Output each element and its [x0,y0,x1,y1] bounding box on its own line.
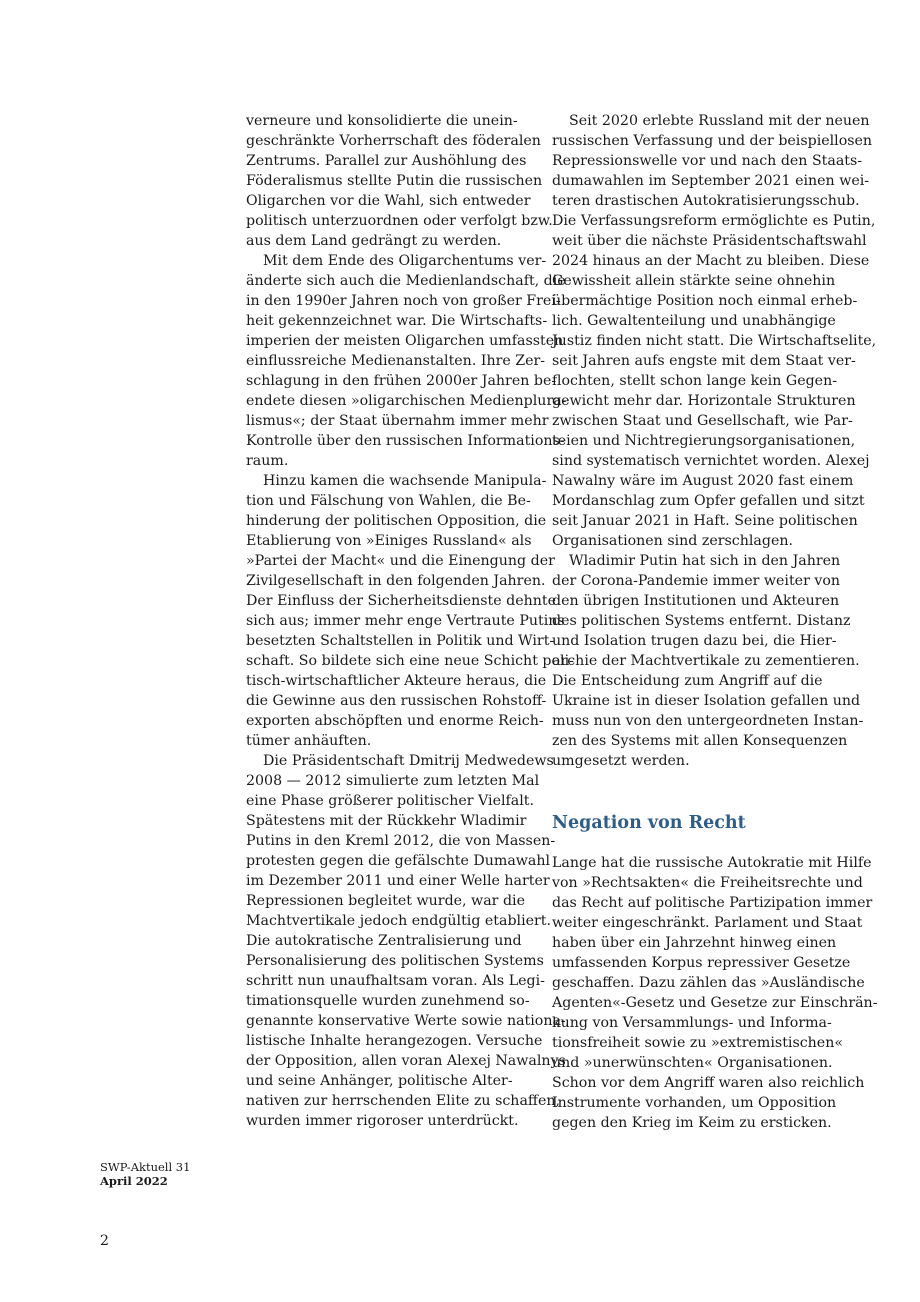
text-line: Die Verfassungsreform ermöglichte es Putin, [552,213,876,229]
text-line: tionsfreiheit sowie zu »extremistischen« [552,1035,844,1051]
text-line: Repressionswelle vor und nach den Staats- [552,153,863,169]
text-line: imperien der meisten Oligarchen umfassten [246,333,564,349]
text-line: den übrigen Institutionen und Akteuren [552,593,840,609]
text-line: seit Jahren aufs engste mit dem Staat ver- [552,353,856,369]
text-line: 2008 — 2012 simulierte zum letzten Mal [246,773,540,789]
text-line: tisch-wirtschaftlicher Akteure heraus, die [246,673,547,689]
text-line: Justiz finden nicht statt. Die Wirtschaftselite, [552,333,877,349]
text-line: Die autokratische Zentralisierung und [246,933,522,949]
text-line: sind systematisch vernichtet worden. Alexej [552,453,870,469]
text-line: der Opposition, allen voran Alexej Nawalnys [246,1053,566,1069]
text-line: Kontrolle über den russischen Informations- [246,433,565,449]
text-line: von »Rechtsakten« die Freiheitsrechte und [552,875,863,891]
text-line: protesten gegen die gefälschte Dumawahl [246,853,551,869]
text-line: Spätestens mit der Rückkehr Wladimir [246,813,527,829]
text-line: nativen zur herrschenden Elite zu schaffen, [246,1093,561,1109]
paragraph [552,853,878,1133]
text-line: wurden immer rigoroser unterdrückt. [246,1113,519,1129]
text-line: archie der Machtvertikale zu zementieren. [552,653,860,669]
text-line: übermächtige Position noch einmal erheb- [552,293,858,309]
paragraph [246,251,567,471]
page-number: 2 [100,1233,109,1249]
text-line: Nawalny wäre im August 2020 fast einem [552,473,854,489]
text-line: einflussreiche Medienanstalten. Ihre Zer- [246,353,546,369]
text-line: hinderung der politischen Opposition, die [246,513,547,529]
text-line: umgesetzt werden. [552,753,690,769]
text-line: 2024 hinaus an der Macht zu bleiben. Diese [552,253,870,269]
text-line: schritt nun unaufhaltsam voran. Als Legi- [246,973,545,989]
text-line: aus dem Land gedrängt zu werden. [246,233,502,249]
text-line: Machtvertikale jedoch endgültig etabliert. [246,913,552,929]
text-line: verneure und konsolidierte die unein- [246,113,518,129]
text-line: Föderalismus stellte Putin die russischen [246,173,543,189]
text-line: im Dezember 2011 und einer Welle harter [246,873,550,889]
paragraph [246,111,553,251]
text-line: weiter eingeschränkt. Parlament und Staat [552,915,863,931]
text-line: eine Phase größerer politischer Vielfalt. [246,793,534,809]
text-line: Wladimir Putin hat sich in den Jahren [569,553,841,569]
left-text-column [246,111,574,1131]
text-line: dumawahlen im September 2021 einen wei- [552,173,870,189]
text-line: des politischen Systems entfernt. Distanz [552,613,851,629]
text-line: teien und Nichtregierungsorganisationen, [552,433,856,449]
text-line: Mordanschlag zum Opfer gefallen und sitzt [552,493,865,509]
text-line: das Recht auf politische Partizipation immer [552,895,873,911]
text-line: Putins in den Kreml 2012, die von Massen- [246,833,556,849]
text-line: haben über ein Jahrzehnt hinweg einen [552,935,837,951]
text-line: tion und Fälschung von Wahlen, die Be- [246,493,531,509]
text-line: heit gekennzeichnet war. Die Wirtschafts- [246,313,548,329]
text-line: lich. Gewaltenteilung und unabhängige [552,313,836,329]
footer-publication-date: April 2022 [100,1174,168,1188]
text-line: Die Entscheidung zum Angriff auf die [552,673,823,689]
text-line: in den 1990er Jahren noch von großer Frei- [246,293,561,309]
text-line: muss nun von den untergeordneten Instan- [552,713,864,729]
paragraph [246,751,566,1131]
text-line: umfassenden Korpus repressiver Gesetze [552,955,851,971]
text-line: zwischen Staat und Gesellschaft, wie Par- [552,413,853,429]
paragraph [246,471,574,751]
right-text-column [552,111,877,771]
text-line: Die Präsidentschaft Dmitrij Medwedews [263,753,554,769]
footer-publication-series: SWP-Aktuell 31 [100,1160,191,1174]
paragraph [552,111,877,551]
text-line: gewicht mehr dar. Horizontale Strukturen [552,393,856,409]
text-line: Mit dem Ende des Oligarchentums ver- [263,253,547,269]
text-line: Organisationen sind zerschlagen. [552,533,794,549]
text-line: geschränkte Vorherrschaft des föderalen [246,133,541,149]
text-line: seit Januar 2021 in Haft. Seine politischen [552,513,858,529]
text-line: Der Einfluss der Sicherheitsdienste dehnte [246,593,556,609]
text-line: Etablierung von »Einiges Russland« als [246,533,532,549]
section-heading: Negation von Recht [552,813,746,833]
text-line: Zentrums. Parallel zur Aushöhlung des [246,153,527,169]
text-line: und »unerwünschten« Organisationen. [552,1055,833,1071]
text-line: Seit 2020 erlebte Russland mit der neuen [569,113,870,129]
text-line: änderte sich auch die Medienlandschaft, die [246,273,566,289]
text-line: geschaffen. Dazu zählen das »Ausländische [552,975,865,991]
text-line: flochten, stellt schon lange kein Gegen- [552,373,837,389]
text-line: Schon vor dem Angriff waren also reichlich [552,1075,865,1091]
text-line: lismus«; der Staat übernahm immer mehr [246,413,549,429]
section-paragraph [552,853,878,1133]
text-line: gegen den Krieg im Keim zu ersticken. [552,1115,832,1131]
text-line: russischen Verfassung und der beispiellosen [552,133,873,149]
text-line: sich aus; immer mehr enge Vertraute Putins [246,613,565,629]
text-line: die Gewinne aus den russischen Rohstoff- [246,693,547,709]
text-line: Instrumente vorhanden, um Opposition [552,1095,837,1111]
text-line: weit über die nächste Präsidentschaftswahl [552,233,867,249]
text-line: Agenten«-Gesetz und Gesetze zur Einschrän- [552,995,878,1011]
text-line: Repressionen begleitet wurde, war die [246,893,525,909]
text-line: »Partei der Macht« und die Einengung der [246,553,555,569]
text-line: endete diesen »oligarchischen Medienplura- [246,393,567,409]
text-line: Hinzu kamen die wachsende Manipula- [263,473,547,489]
text-line: zen des Systems mit allen Konsequenzen [552,733,848,749]
text-line: schlagung in den frühen 2000er Jahren be- [246,373,557,389]
text-line: teren drastischen Autokratisierungsschub. [552,193,860,209]
text-line: genannte konservative Werte sowie nationa- [246,1013,566,1029]
text-line: tümer anhäuften. [246,733,372,749]
text-line: Personalisierung des politischen Systems [246,953,544,969]
text-line: und seine Anhänger, politische Alter- [246,1073,513,1089]
text-line: timationsquelle wurden zunehmend so- [246,993,530,1009]
text-line: besetzten Schaltstellen in Politik und Wirt- [246,633,555,649]
text-line: Zivilgesellschaft in den folgenden Jahren. [246,573,546,589]
text-line: Lange hat die russische Autokratie mit Hilfe [552,855,872,871]
text-line: politisch unterzuordnen oder verfolgt bzw. [246,213,553,229]
text-line: kung von Versammlungs- und Informa- [552,1015,832,1031]
text-line: listische Inhalte herangezogen. Versuche [246,1033,543,1049]
text-line: Oligarchen vor die Wahl, sich entweder [246,193,531,209]
text-line: schaft. So bildete sich eine neue Schicht poli- [246,653,574,669]
text-line: der Corona-Pandemie immer weiter von [552,573,841,589]
paragraph [552,551,864,771]
text-line: Gewissheit allein stärkte seine ohnehin [552,273,836,289]
text-line: exporten abschöpften und enorme Reich- [246,713,544,729]
text-line: Ukraine ist in dieser Isolation gefallen und [552,693,861,709]
text-line: und Isolation trugen dazu bei, die Hier- [552,633,837,649]
text-line: raum. [246,453,289,469]
